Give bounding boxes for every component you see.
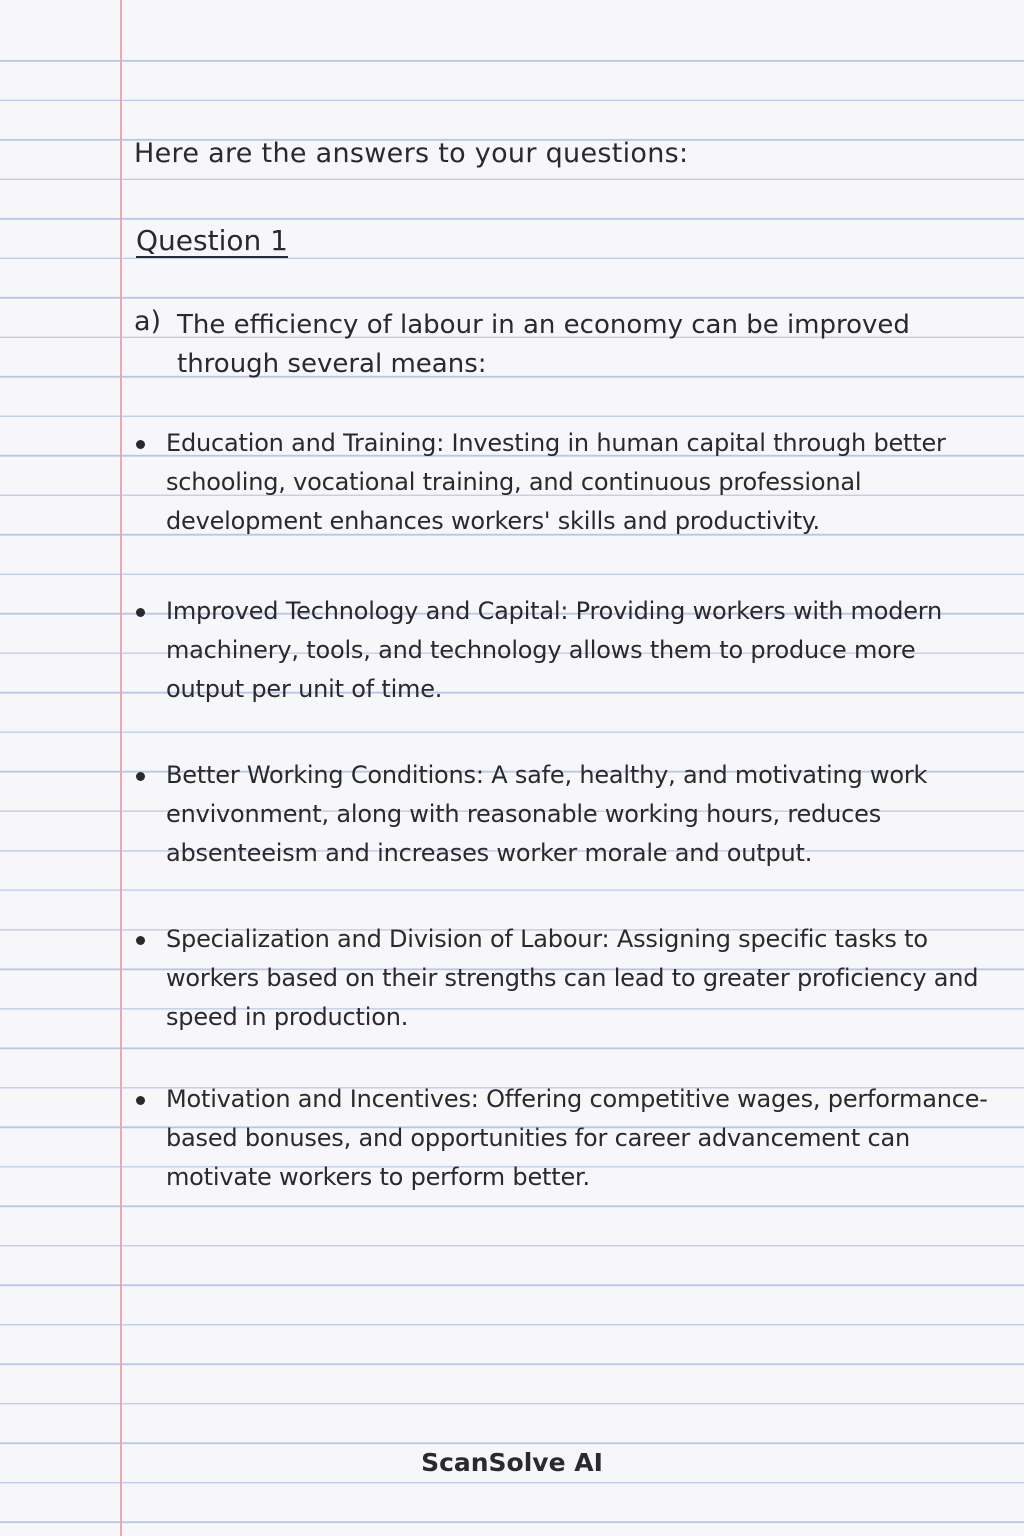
bullet-title: Better Working Conditions: (166, 761, 484, 789)
bullet-text (166, 756, 996, 873)
question-heading: Question 1 (136, 224, 288, 257)
bullet-text (166, 1080, 996, 1197)
bullet-description: A safe, healthy, and motivating work envivonment, along with reasonable working hours, reduces absenteeism and increases worker morale and output. (166, 761, 928, 867)
bullet-description: Investing in human capital through better schooling, vocational training, and continuous professional development enhances workers' skills and productivity. (166, 429, 946, 535)
bullet-text (166, 920, 996, 1037)
bullet-title: Motivation and Incentives: (166, 1085, 479, 1113)
bullet-dot-icon (136, 440, 145, 449)
bullet-description: Providing workers with modern machinery, tools, and technology allows them to produce more output per unit of time. (166, 597, 943, 703)
bullet-dot-icon (136, 936, 145, 945)
part-text: The efficiency of labour in an economy can be improved through several means: (177, 310, 910, 379)
bullet-description: Assigning specific tasks to workers based on their strengths can lead to greater proficiency and speed in production. (166, 925, 979, 1031)
bullet-title: Education and Training: (166, 429, 445, 457)
bullet-dot-icon (136, 608, 145, 617)
part-label: a) (134, 306, 162, 337)
bullet-text (166, 592, 996, 709)
bullet-dot-icon (136, 1096, 145, 1105)
bullet-title: Improved Technology and Capital: (166, 597, 569, 625)
bullet-dot-icon (136, 772, 145, 781)
bullet-description: Offering competitive wages, performance-based bonuses, and opportunities for career advancement can motivate workers to perform better. (166, 1085, 988, 1191)
brand-footer: ScanSolve AI (421, 1448, 603, 1477)
bullet-title: Specialization and Division of Labour: (166, 925, 610, 953)
bullet-text (166, 424, 996, 541)
intro-text: Here are the answers to your questions: (134, 138, 689, 169)
